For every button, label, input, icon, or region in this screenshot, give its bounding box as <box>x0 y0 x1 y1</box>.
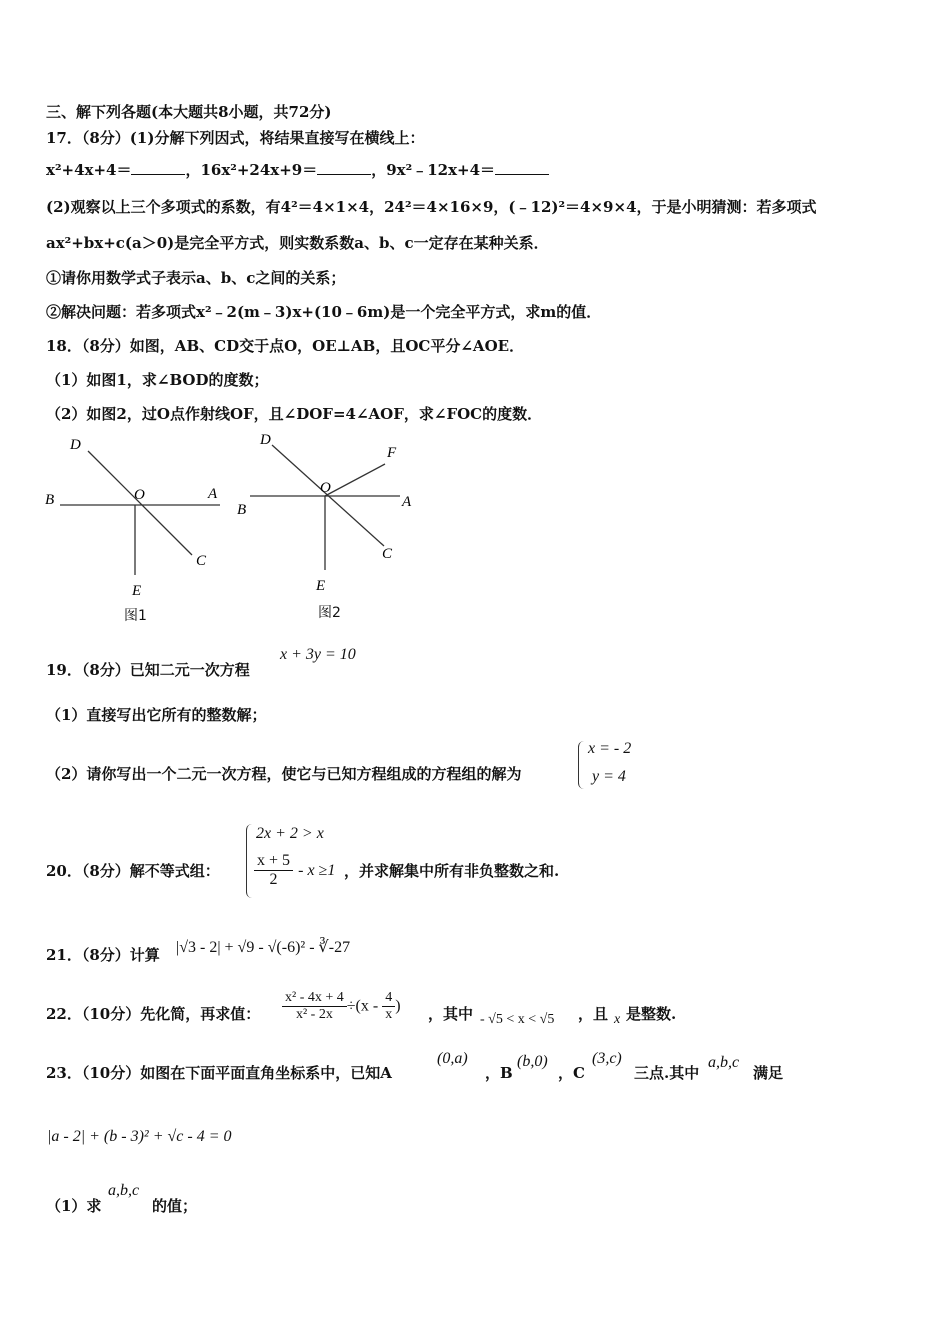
label-E: E <box>316 578 326 594</box>
label-A: A <box>402 494 412 510</box>
answer-blank[interactable] <box>495 160 549 175</box>
q18-sub2: （2）如图2，过O点作射线OF，且∠DOF=4∠AOF，求∠FOC的度数． <box>46 405 543 423</box>
q22-var: x <box>614 1012 621 1027</box>
q19-equation: x + 3y = 10 <box>280 646 356 663</box>
q17-expr-1: x²+4x+4＝ <box>46 161 132 179</box>
system-brace <box>578 741 587 789</box>
figure-1 <box>40 430 230 630</box>
section-title: 三、解下列各题(本大题共8小题，共72分) <box>46 103 332 121</box>
q22-expression <box>282 990 401 1023</box>
q17-exprs <box>46 160 549 180</box>
point-a: (0,a) <box>437 1050 468 1067</box>
q17-head: 17．（8分）(1)分解下列因式，将结果直接写在横线上： <box>46 129 425 147</box>
label-B: B <box>237 502 247 518</box>
q20-head: 20．（8分）解不等式组： <box>46 862 220 880</box>
q18-sub1: （1）如图1，求∠BOD的度数； <box>46 371 269 389</box>
point-c: (3,c) <box>592 1050 622 1067</box>
fraction-denominator: x² - 2x <box>295 1007 333 1022</box>
q19-sub2: （2）请你写出一个二元一次方程，使它与已知方程组成的方程组的解为 <box>46 765 522 783</box>
fraction <box>254 852 293 889</box>
q23-tail: 满足 <box>753 1064 784 1082</box>
q20-ineq-1: 2x + 2 > x <box>256 825 324 842</box>
label-A: A <box>208 486 218 502</box>
q19-solution-y: y = 4 <box>592 768 626 785</box>
q19-head: 19．（8分）已知二元一次方程 <box>46 661 250 679</box>
figure-1-caption: 图1 <box>124 608 147 624</box>
q20-tail: ，并求解集中所有非负整数之和. <box>344 862 560 880</box>
q18-head: 18．（8分）如图，AB、CD交于点O，OE⊥AB，且OC平分∠AOE． <box>46 337 525 355</box>
q17-p2b: ax²+bx+c(a＞0)是完全平方式，则实数系数a、b、c一定存在某种关系． <box>46 234 549 252</box>
q23-sub1-pre: （1）求 <box>46 1197 102 1215</box>
fraction-numerator: x + 5 <box>254 852 293 871</box>
answer-blank[interactable] <box>317 160 371 175</box>
label-C: C <box>196 553 207 569</box>
q23-sub1-vars: a,b,c <box>108 1182 140 1199</box>
q22-tail1: ，且 <box>578 1005 609 1023</box>
label-F: F <box>387 445 397 461</box>
q17-p2a: (2)观察以上三个多项式的系数，有4²＝4×1×4，24²＝4×16×9，(﹣12)²＝4×9×4，于是小明猜测：若多项式 <box>46 198 817 216</box>
q22-tail2: 是整数. <box>626 1005 677 1023</box>
fraction-denominator: 2 <box>269 871 278 888</box>
q23-b-label: ，B <box>485 1064 513 1082</box>
q22-head: 22．（10分）先化简，再求值： <box>46 1005 261 1023</box>
label-E: E <box>132 583 142 599</box>
q22-condition: - √5 < x < √5 <box>480 1012 555 1027</box>
answer-blank[interactable] <box>131 160 185 175</box>
q19-solution-x: x = - 2 <box>588 740 632 757</box>
fraction-denominator: x <box>385 1007 393 1022</box>
q21-expression: |√3 - 2| + √9 - √(-6)² - ∛-27 <box>176 939 351 956</box>
fraction-numerator: x² - 4x + 4 <box>282 990 347 1007</box>
q17-sub2: ②解决问题：若多项式x²﹣2(m﹣3)x+(10﹣6m)是一个完全平方式，求m的值． <box>46 303 602 321</box>
q17-expr-2: ，16x²+24x+9＝ <box>185 161 318 179</box>
fraction <box>282 990 347 1023</box>
label-D: D <box>260 432 271 448</box>
q23-condition: |a - 2| + (b - 3)² + √c - 4 = 0 <box>47 1128 232 1145</box>
point-b: (b,0) <box>517 1053 548 1070</box>
label-O: O <box>134 487 145 503</box>
label-O: O <box>320 480 331 496</box>
q20-ineq-2-rest: - x ≥1 <box>298 862 336 879</box>
close-paren: ) <box>395 997 401 1015</box>
label-D: D <box>70 437 81 453</box>
q23-sub1-post: 的值； <box>152 1197 198 1215</box>
label-B: B <box>45 492 55 508</box>
division-part: ÷(x - <box>346 997 383 1015</box>
fraction <box>382 990 395 1023</box>
figure-2 <box>232 428 432 623</box>
q21-head: 21．（8分）计算 <box>46 946 160 964</box>
fraction-numerator: 4 <box>382 990 395 1007</box>
q23-c-label: ，C <box>558 1064 585 1082</box>
figure-2-caption: 图2 <box>318 605 341 621</box>
q19-sub1: （1）直接写出它所有的整数解； <box>46 706 267 724</box>
q17-expr-3: ，9x²﹣12x+4＝ <box>371 161 496 179</box>
q23-head: 23．（10分）如图在下面平面直角坐标系中，已知A <box>46 1064 392 1082</box>
q22-mid: ，其中 <box>428 1005 474 1023</box>
q23-mid: 三点.其中 <box>634 1064 700 1082</box>
q23-vars: a,b,c <box>708 1054 740 1071</box>
q17-sub1: ①请你用数学式子表示a、b、c之间的关系； <box>46 269 346 287</box>
q20-ineq-2 <box>254 852 335 889</box>
label-C: C <box>382 546 393 562</box>
